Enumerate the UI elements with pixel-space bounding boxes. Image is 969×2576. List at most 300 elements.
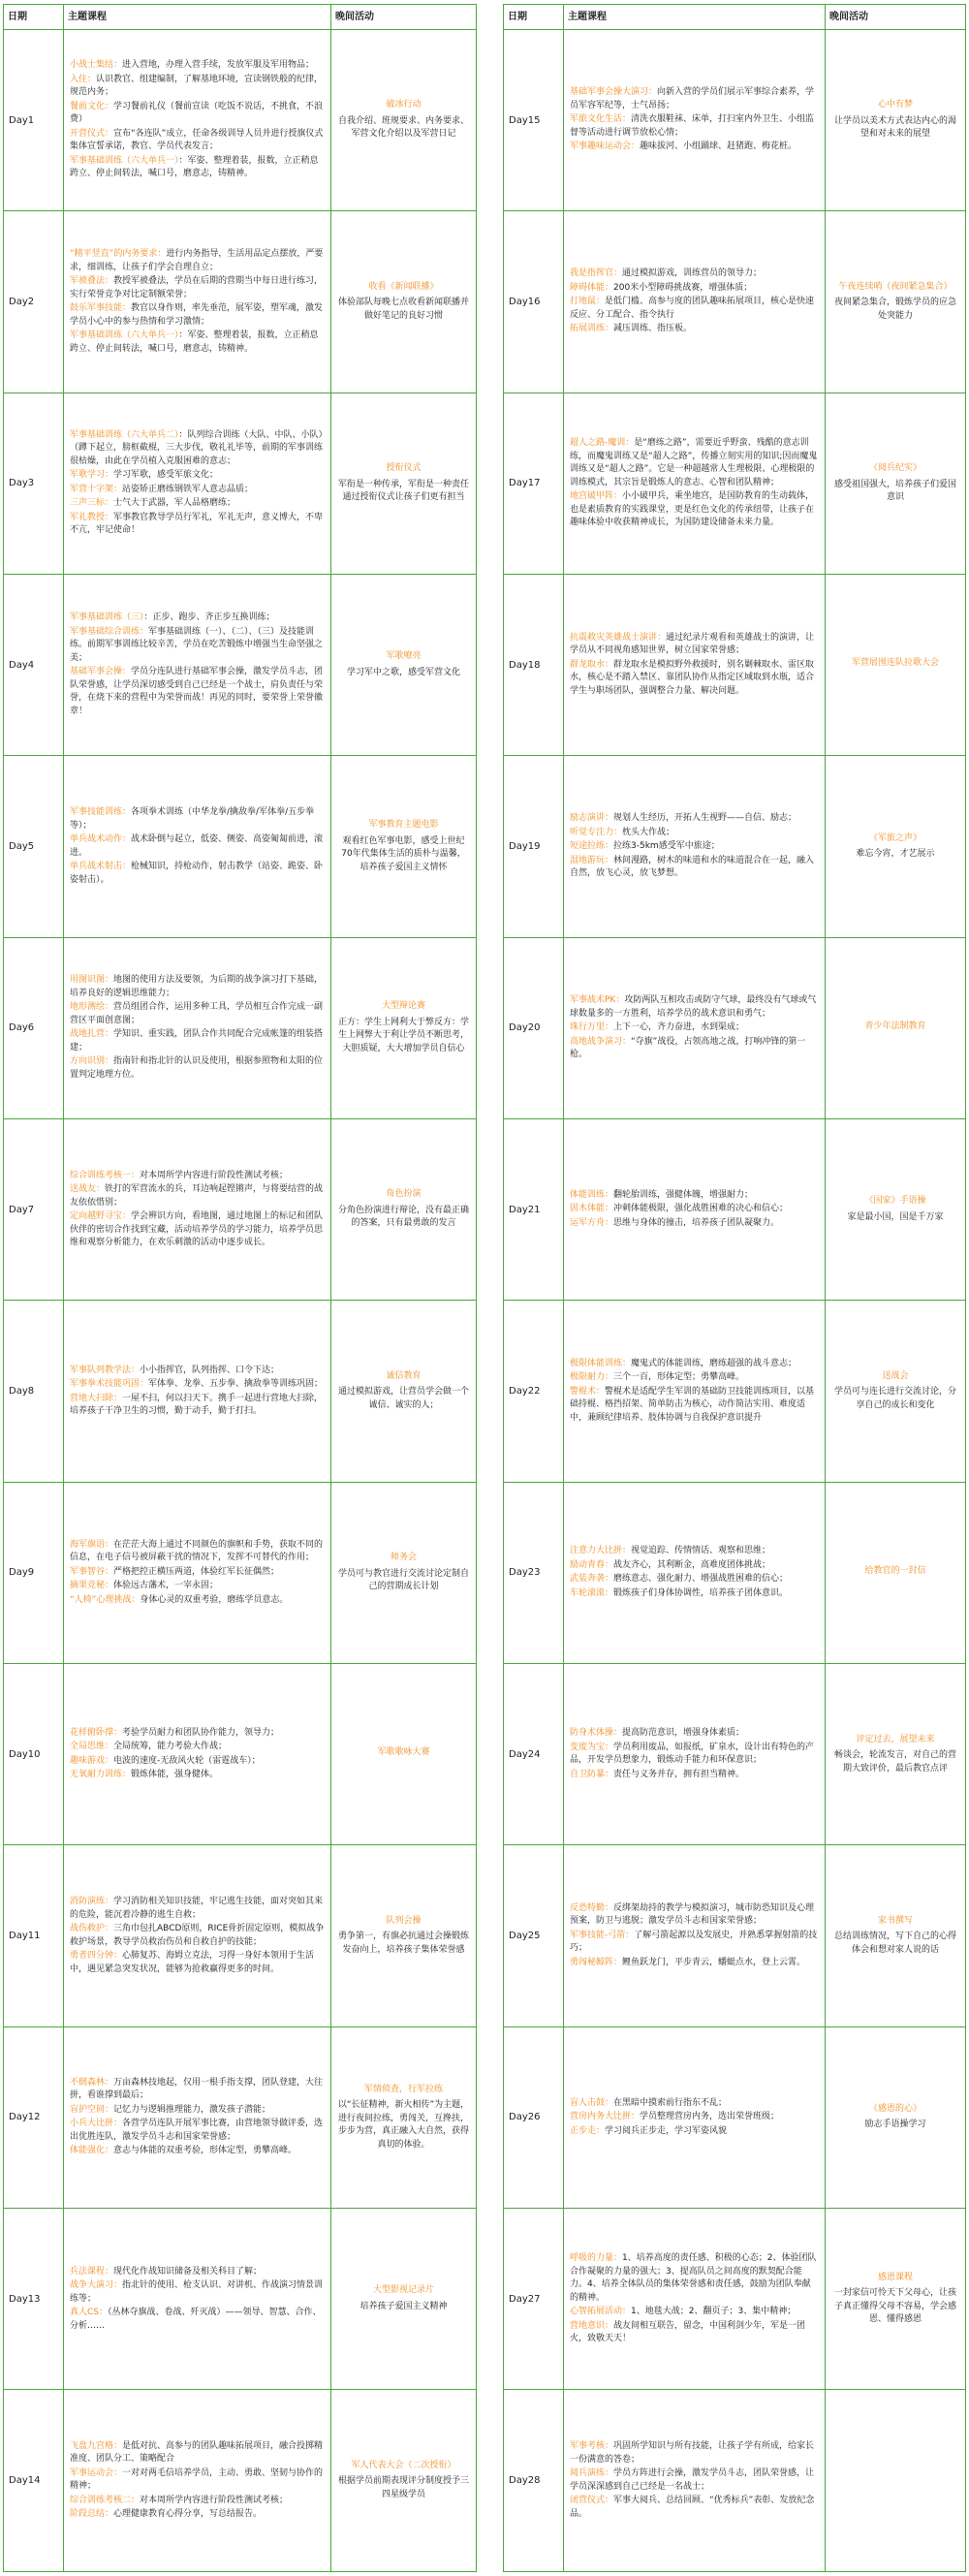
topic-item-label: 军事趣味运动会： [570, 141, 641, 152]
activity-cell [331, 575, 477, 756]
topic-item-label: 正步走： [570, 2125, 606, 2136]
topic-item-text: 小小破甲兵，乘坐地宫，是国防教育的生动载体，也是素质教育的实践课堂，更是红色文化的传承纽带，让孩子在趣味体验中收获精神成长，为国防建设储备未来力量。 [570, 491, 815, 528]
day-label: Day7 [4, 1119, 64, 1301]
topic-item-label: 开营仪式： [70, 128, 114, 139]
topic-item-text: 战友间相互联告，留念，中国利剑少年，军是一团火，致敬天天！ [570, 2320, 806, 2344]
day-label: Day6 [4, 937, 64, 1118]
topic-item [70, 469, 325, 483]
activity-desc: 观看红色军事电影，感受上世纪70年代集体生活的质朴与温馨，培养孩子爱国主义情怀 [341, 835, 466, 872]
topic-item-label: 闭营仪式： [570, 2496, 614, 2506]
topic-item-label: 军歌学习： [70, 470, 114, 481]
topic-item [570, 267, 819, 281]
activity-cell [331, 756, 477, 937]
topic-cell [64, 30, 331, 211]
topic-item [70, 1896, 325, 1922]
topic-item-text: 心理健康教育心得分享，写总结报告。 [113, 2509, 263, 2520]
activity-title: 师务会 [390, 1553, 417, 1563]
topic-item-text: 军事教官教导学员行军礼，军礼无声，意义博大，不卑不亢，牢记使命！ [70, 512, 324, 536]
topic-item [70, 2467, 325, 2494]
topic-item-text: 一对对两毛信培养学员，主动、勇敢、坚韧与协作的精神； [70, 2467, 324, 2492]
day-label: Day24 [504, 1664, 564, 1845]
activity-title: 感恩课程 [877, 2272, 913, 2282]
topic-item [570, 1189, 819, 1203]
topic-item-text: 1、培养高度的责任感、积极的心态；2、体验团队合作凝聚的力量的强大；3、提高队员之间高度的默契配合能力。4、培养全体队员的集体荣誉感和责任感，鼓励为团队奉献的精神。 [570, 2253, 817, 2303]
activity-desc: 感受祖国强大，培养孩子们爱国意识 [833, 479, 956, 503]
topic-item [70, 2118, 325, 2144]
table-row [504, 393, 966, 574]
activity-cell [331, 2390, 477, 2572]
activity-cell [826, 2026, 966, 2208]
topic-item-text: 各项拳术训练（中华龙拳/擒敌拳/军体拳/五步拳等）； [70, 807, 315, 831]
topic-item-text: 意志与体能的双重考验，形体定型，勇攀高峰。 [113, 2146, 297, 2156]
topic-item-text: 学员方阵进行会操，激发学员斗志，团队荣誉感，让学员深深感到自己已经是一名战士； [570, 2468, 815, 2492]
topic-item [570, 994, 819, 1021]
table-row [504, 1664, 966, 1845]
topic-item-label: 小兵大比拼： [70, 2119, 123, 2129]
day-label: Day17 [504, 393, 564, 574]
table-row [4, 1482, 477, 1663]
topic-item [570, 1021, 819, 1035]
topic-item-label: 飞盘九宫格： [70, 2440, 123, 2451]
activity-title: 《阅兵纪实》 [868, 463, 922, 474]
topic-item-label: 基础军事会操大演习： [570, 87, 658, 98]
topic-item-label: 全局思维： [70, 1742, 114, 1752]
topic-item [70, 330, 325, 356]
topic-item [70, 1727, 325, 1741]
topic-item-label: 入住： [70, 74, 97, 84]
topic-item-label: 抗震救灾英雄战士演讲： [570, 632, 667, 643]
activity-desc: 一封家信可怜天下父母心，让孩子真正懂得父母不容易，学会感恩、懂得感恩 [833, 2288, 956, 2325]
topic-item [570, 296, 819, 322]
topic-item-text: 军事大阅兵、总结回顾、“优秀标兵”表彰、发放纪念品。 [570, 2496, 815, 2519]
topic-item-text: 认识教官、组建编制，了解基地环境，宣读钢铁般的纪律，规范内务； [70, 74, 324, 98]
topic-item [70, 612, 325, 625]
topic-cell [564, 30, 826, 211]
topic-item-label: 摘果竞秘： [70, 1581, 114, 1591]
topic-item [70, 1594, 325, 1608]
activity-desc: 夜间紧急集合，锻炼学员的应急处突能力 [833, 298, 956, 321]
topic-item-label: 军事智谷： [70, 1566, 114, 1577]
activity-desc: 根据学员前期表现评分制度授予三四星级学员 [337, 2476, 469, 2499]
topic-item [70, 2440, 325, 2466]
topic-cell [564, 393, 826, 574]
activity-cell [826, 2209, 966, 2390]
topic-item [70, 1001, 325, 1027]
topic-cell [64, 575, 331, 756]
topic-cell [564, 1664, 826, 1845]
day-label: Day23 [504, 1482, 564, 1663]
activity-title: 军事教育主题电影 [368, 820, 439, 831]
topic-item-label: 军事考核： [570, 2441, 614, 2452]
topic-item-text: 责任与义务并存，拥有担当精神。 [613, 1769, 745, 1779]
table-row [4, 1301, 477, 1482]
activity-title: 队列会操 [386, 1915, 422, 1926]
topic-item [70, 2508, 325, 2522]
topic-item-text: ：军姿、整理着装，报数，立正稍息跨立、停止间转法，喊口号，磨意志，铸精神。 [70, 155, 319, 179]
topic-item [70, 666, 325, 718]
topic-item-label: 我是指挥官： [570, 268, 623, 279]
topic-item-label: 军事基础训练（六大单兵一） [70, 330, 179, 341]
topic-item [70, 1378, 325, 1392]
topic-item-text: 考验学员耐力和团队协作能力，领导力； [122, 1727, 280, 1738]
topic-item-label: 极限体能训练： [570, 1358, 632, 1368]
day-label: Day12 [4, 2026, 64, 2208]
topic-item-label: 警棍术： [570, 1386, 606, 1397]
topic-item-text: 枕头大作战； [622, 827, 675, 837]
topic-item-text: 学习消防相关知识技能，牢记逃生技能，面对突如其来的危险，能沉着冷静的逃生自救； [70, 1897, 324, 1920]
topic-item-text: 学员分连队进行基础军事会操，激发学员斗志，团队荣誉感，让学员深切感受到自己已经是一个战士，肩负责任与荣誉，在烧下来的营程中为荣誉而战！再见的同时，要荣誉上荣誉徽章！ [70, 667, 324, 716]
topic-item-text: 锻炼体能，强身健体。 [131, 1770, 219, 1780]
topic-item [70, 2279, 325, 2306]
topic-item-label: 军事队列教学法： [70, 1365, 141, 1375]
topic-item-label: 固木体能： [570, 1204, 614, 1214]
topic-item-text: 清洗衣服鞋袜、床单，打扫室内外卫生、小组监督等活动进行调节放松心情； [570, 114, 815, 138]
topic-item [70, 861, 325, 887]
table-row [504, 2390, 966, 2572]
topic-item [70, 1365, 325, 1378]
topic-item-text: 通过纪录片观看和英雄战士的演讲，让学员从不同视角感知世界，树立国家荣誉感； [570, 632, 815, 656]
topic-item [570, 1769, 819, 1782]
day-label: Day5 [4, 756, 64, 937]
topic-item-text: 学习军歌，感受军旅文化； [113, 470, 219, 481]
topic-item-label: 鼓乐军事技能： [70, 303, 132, 314]
topic-item [70, 1580, 325, 1593]
table-row [504, 2026, 966, 2208]
topic-item-text: 是低对抗、高参与的团队趣味拓展项目，融合投掷精准度、团队分工、策略配合 [70, 2440, 324, 2465]
topic-item-text: 警棍术是适配学生军训的基础防卫技能训练项目，以基础持棍、格挡招架、简单防击为核心，动作简洁实用、难度适中，兼顾纪律培养、肢体协调与自我保护意识提升 [570, 1386, 815, 1423]
activity-title: 军歌嘹亮 [386, 651, 422, 662]
topic-item [70, 1055, 325, 1082]
topic-item-label: 群龙取水： [570, 659, 614, 670]
topic-item-text: 反绑架劫持的教学与模拟演习，城市防恐知识及心理预案，防卫与逃脱；激发学员斗志和国家荣誉感； [570, 1902, 815, 1927]
day-label: Day15 [504, 30, 564, 211]
topic-item-label: 阅兵演练： [570, 2468, 614, 2479]
topic-item-label: 花样俯卧撑： [70, 1727, 123, 1738]
topic-item-text: 身体心灵的双重考验，磨练学员意志。 [140, 1594, 289, 1605]
schedule-table-left [3, 4, 477, 2572]
topic-item-label: 军礼教授： [70, 512, 114, 522]
topic-item [570, 2111, 819, 2124]
topic-item-label: 呼吸的力量： [570, 2253, 623, 2264]
activity-title: 《感恩的心》 [868, 2103, 922, 2114]
topic-item-text: 宣布“各连队”成立，任命各级训导人员并进行授旗仪式集体宣誓承诺，教官、学员代表发言； [70, 128, 324, 152]
topic-item-text: 翻轮胎训练，强健体魄，增强耐力； [613, 1189, 754, 1200]
topic-item-text: 站姿矫正磨练钢铁军人意志品质； [122, 484, 254, 494]
table-row [504, 30, 966, 211]
topic-item-label: 餐前文化： [70, 101, 114, 111]
topic-item [570, 840, 819, 854]
topic-item [70, 1393, 325, 1419]
activity-title: 大型辩论赛 [381, 1001, 425, 1012]
topic-item [570, 1203, 819, 1216]
table-row [4, 1845, 477, 2026]
topic-item-text: “夺旗”战役，占领高地之战，打响冲锋的第一枪。 [570, 1036, 806, 1060]
activity-title: 军营展围连队拉歌大会 [851, 657, 939, 668]
table-row [4, 937, 477, 1118]
topic-item-text: 进入营地，办理入营手续，发放军服及军用物品； [122, 60, 315, 71]
table-row [4, 2026, 477, 2208]
topic-cell [64, 937, 331, 1118]
activity-desc: 军衔是一种传承，军衔是一种责任通过授衔仪式让孩子们更有担当 [337, 479, 469, 503]
topic-cell [564, 756, 826, 937]
activity-cell [826, 1301, 966, 1482]
activity-title: 军歌歌咏大赛 [377, 1747, 430, 1758]
activity-cell [331, 1119, 477, 1301]
table-row [4, 211, 477, 393]
topic-item-text: 提高防范意识，增强身体素质； [622, 1728, 745, 1739]
topic-item-label: “精平竖直”的内务要求： [70, 249, 167, 260]
topic-item-label: 极限耐力： [570, 1372, 614, 1383]
topic-item-text: （丛林夺旗战、卷战、歼灭战）——领导、智慧、合作、分析…… [70, 2308, 322, 2331]
topic-item [570, 1358, 819, 1371]
topic-item [570, 2467, 819, 2494]
day-label: Day8 [4, 1301, 64, 1482]
topic-item [70, 484, 325, 497]
header-day: 日期 [504, 5, 564, 30]
topic-item [570, 1902, 819, 1929]
topic-cell [64, 2209, 331, 2390]
topic-item [570, 282, 819, 296]
topic-item-label: 定向越野寻宝： [70, 1211, 132, 1222]
topic-item [570, 323, 819, 336]
topic-item-text: 全局统筹，能力考验大作战； [113, 1742, 228, 1752]
topic-item-label: 战争大演习： [70, 2280, 123, 2291]
activity-cell [826, 211, 966, 393]
day-label: Day10 [4, 1664, 64, 1845]
topic-item [70, 128, 325, 154]
topic-item-text: ：队列综合训练（大队、中队、小队）（蹲下起立，膀框截棍，三大步伐，敬礼礼毕等，前期的军事训练很枯燥，由此在学员植入克服困难的意志； [70, 429, 324, 466]
topic-item-text: 战术卧倒与起立，低姿、侧姿、高姿匍匐前进，滚进。 [70, 834, 324, 858]
topic-item-label: 战伤救护： [70, 1924, 114, 1934]
activity-desc: 分角色扮演进行辩论，没有最正确的答案，只有最勇敢的发言 [337, 1205, 469, 1229]
topic-item-text: 规划人生经历，开拓人生视野——自信、励志； [613, 813, 797, 824]
activity-cell [826, 1845, 966, 2026]
topic-item-text: 拉练3-5km感受军中旅途； [613, 841, 720, 852]
activity-title: 军情侦查，行军拉练 [363, 2084, 443, 2094]
table-row [504, 1301, 966, 1482]
activity-cell [826, 756, 966, 937]
topic-cell [564, 2026, 826, 2208]
day-label: Day2 [4, 211, 64, 393]
topic-item [570, 812, 819, 826]
day-label: Day26 [504, 2026, 564, 2208]
topic-item [70, 497, 325, 511]
topic-item [70, 74, 325, 100]
topic-item-label: 趣味游戏： [70, 1755, 114, 1766]
topic-item-text: 三角巾包扎ABCD原则，RICE骨折固定原则，模拟战争救护场景，教导学员救治伤员和自救自护的技能； [70, 1924, 325, 1947]
topic-item-text: 通过模拟游戏，训练营员的领导力； [622, 268, 763, 279]
activity-desc: 通过模拟游戏，让营员学会做一个诚信、诚实的人； [337, 1387, 469, 1410]
topic-item-label: 不倒森林： [70, 2077, 114, 2088]
topic-item [570, 1559, 819, 1573]
topic-item-text: 战友齐心，其利断金，高难度团体挑战； [613, 1559, 771, 1570]
topic-item-text: 趣味拔河、小组踊球、赶猪跑、梅花桩。 [640, 141, 797, 152]
topic-item-text: 冲刺体能极限，强化战胜困难的决心和信心； [613, 1204, 789, 1214]
topic-item [70, 1183, 325, 1209]
topic-item-label: 注意力大比拼： [570, 1546, 632, 1556]
topic-item-text: 心肺复苏、海姆立克法，习得一身好本领用于生活中，遇见紧急突发状况，能够为抢救赢得更多的时间。 [70, 1951, 315, 1974]
topic-item [70, 429, 325, 469]
activity-cell [331, 1482, 477, 1663]
topic-item-text: 对本周所学内容进行阶段性测试考核； [140, 2495, 289, 2505]
activity-title: 午夜连续哨（夜间紧急集合） [838, 281, 953, 292]
topic-item-text: ：军姿、整理着装，报数，立正稍息跨立、停止间转法，喊口号，磨意志，铸精神。 [70, 330, 319, 354]
topic-item [570, 2097, 819, 2111]
day-label: Day18 [504, 575, 564, 756]
table-row [4, 30, 477, 211]
table-row [504, 937, 966, 1118]
table-row [504, 575, 966, 756]
day-label: Day13 [4, 2209, 64, 2390]
activity-cell [826, 1482, 966, 1663]
topic-item-text: 教授军被叠法，学员在后期的营期当中每日进行练习，实行荣誉竞争对比定制额荣誉； [70, 276, 324, 299]
activity-cell [331, 393, 477, 574]
topic-item-text: 攻防两队互相攻击或防守气球，最终没有气球或气球数量多的一方胜利，培养学员的战术意识和勇气； [570, 995, 817, 1019]
day-label: Day28 [504, 2390, 564, 2572]
topic-item-label: 变废为宝： [570, 1742, 614, 1752]
topic-item-label: 综合训练考核二： [70, 2495, 141, 2505]
table-row [504, 211, 966, 393]
header-activity: 晚间活动 [331, 5, 477, 30]
topic-item [570, 1742, 819, 1768]
topic-item [70, 155, 325, 181]
topic-item [570, 2320, 819, 2346]
topic-item [70, 275, 325, 301]
topic-item-label: 地形测绘： [70, 1002, 114, 1013]
topic-item-text: 指北针的使用、枪支认识、对讲机、作战演习情景训练等； [70, 2280, 324, 2304]
activity-title: 授衔仪式 [386, 463, 422, 474]
topic-item [70, 974, 325, 1000]
topic-item-text: 三个一百，形体定型；勇攀高峰。 [613, 1372, 745, 1383]
topic-cell [564, 1119, 826, 1301]
topic-item [70, 1028, 325, 1054]
activity-title: 评定过去，展望未来 [856, 1734, 935, 1744]
activity-cell [331, 30, 477, 211]
topic-item [70, 1170, 325, 1183]
topic-item-label: 兵法课程： [70, 2266, 114, 2277]
topic-item-text: 鲤鱼跃龙门，平步青云，蟠蜓点水，登上云霄。 [622, 1957, 806, 1967]
topic-item-text: 各营学员连队开展军事比赛，由营地领导做评委，选出优胜连队，激发学员斗志和国家荣誉感； [70, 2119, 324, 2142]
topic-item [70, 1210, 325, 1250]
topic-item-text: 指南针和指北针的认识及使用，根据参照物和太阳的位置判定地理方位。 [70, 1056, 324, 1080]
topic-item-label: 战地扎营： [70, 1029, 114, 1040]
topic-item-label: 海军旗语： [70, 1539, 114, 1550]
day-label: Day4 [4, 575, 64, 756]
topic-item [70, 1539, 325, 1565]
header-topic: 主题课程 [564, 5, 826, 30]
topic-item-label: 无氧耐力训练： [70, 1770, 132, 1780]
topic-cell [64, 1845, 331, 2026]
topic-item-label: “人椅”心理挑战： [70, 1594, 141, 1605]
activity-cell [331, 1845, 477, 2026]
activity-cell [826, 575, 966, 756]
activity-title: 诚信教育 [386, 1370, 422, 1381]
topic-item-text: 现代化作战知识储备及相关科目了解； [113, 2266, 263, 2277]
topic-item-label: 障碍体能： [570, 282, 614, 293]
topic-item-text: 学习阅兵正步走，学习军姿风貌 [605, 2125, 728, 2136]
topic-item-text: 减压训练、指压板。 [613, 324, 693, 334]
topic-cell [564, 1301, 826, 1482]
activity-title: 大型影视记录片 [372, 2285, 434, 2296]
day-label: Day9 [4, 1482, 64, 1663]
topic-item [570, 437, 819, 489]
table-row [4, 756, 477, 937]
topic-item-label: 军旅文化生活： [570, 114, 632, 125]
topic-item-text: 是低门槛、高参与度的团队趣味拓展项目，核心是快速反应、分工配合、指令执行 [570, 297, 815, 320]
topic-item-text: 1、地毯大战；2、翻页子；3、集中精神； [631, 2307, 797, 2317]
topic-cell [564, 2209, 826, 2390]
topic-item-text: 群龙取水是模拟野外救援时，别名剿棘取水、雷区取水，核心是不踏入禁区、靠团队协作从指定区域取到水瓶，适合学生与职场团队，强调整合力量、解决问题。 [570, 659, 815, 696]
topic-item-text: 铁打的军营流水的兵，耳边响起铿锵声，与将要结营的战友依依惜别； [70, 1184, 324, 1208]
topic-cell [64, 2026, 331, 2208]
topic-item-label: 军事运动会： [70, 2467, 123, 2478]
table-row [504, 1845, 966, 2026]
activity-cell [826, 30, 966, 211]
activity-cell [826, 1119, 966, 1301]
topic-item-text: 小小指挥官，队列指挥、口令下达； [140, 1365, 280, 1375]
topic-cell [64, 1482, 331, 1663]
activity-title: 家书撰写 [877, 1915, 913, 1926]
topic-item-label: 军事基础综合训练： [70, 626, 149, 637]
topic-item-label: 真人CS： [70, 2308, 108, 2318]
activity-desc: 励志手语操学习 [864, 2120, 926, 2130]
topic-item-label: 营房内务大比拼： [570, 2112, 641, 2122]
topic-item-text: 地图的使用方法及要领，为后期的战争演习打下基础，培养良好的逻辑思维能力； [70, 975, 324, 998]
topic-cell [64, 2390, 331, 2572]
header-day: 日期 [4, 5, 64, 30]
topic-item-label: 消防演练： [70, 1897, 114, 1907]
topic-item-text: 万亩森林技地起，仅用一根手指支撑，团队登建，大往拼，看谁撑到最后； [70, 2077, 324, 2101]
activity-title: 给教官的一封信 [864, 1565, 926, 1576]
topic-item [70, 512, 325, 538]
topic-item-label: 综合训练考核一： [70, 1170, 141, 1180]
topic-item [570, 1386, 819, 1426]
topic-item-text: 了解弓箭起源以及发展史，并熟悉掌握射箭的技巧； [570, 1930, 818, 1954]
topic-item [570, 1573, 819, 1586]
day-label: Day16 [504, 211, 564, 393]
table-row [4, 1664, 477, 1845]
topic-item [570, 1371, 819, 1385]
activity-cell [331, 211, 477, 393]
topic-item [70, 1769, 325, 1782]
table-row [504, 2209, 966, 2390]
topic-cell [564, 575, 826, 756]
activity-title: 破冰行动 [386, 100, 422, 110]
activity-title: 送战会 [882, 1370, 909, 1381]
topic-cell [564, 1845, 826, 2026]
activity-desc: 家是最小国，国是千万家 [847, 1211, 944, 1222]
topic-item-text: 学员利用废品，如报纸，矿泉水，设计出有特色的产品，开发学员想象力，锻炼动手能力和环保意识； [570, 1742, 815, 1766]
topic-item-text: 锻炼孩子们身体协调性，培养孩子团体意识。 [613, 1587, 789, 1598]
topic-item-text: 思维与身体的撞击，培养孩子团队凝聚力。 [613, 1217, 780, 1228]
activity-desc: 体验部队每晚七点收看新闻联播并做好笔记的良好习惯 [337, 298, 469, 321]
activity-title: 《军旅之声》 [868, 832, 922, 843]
topic-item [570, 827, 819, 840]
activity-desc: 让学员以美术方式表达内心的渴望和对未来的展望 [833, 115, 956, 140]
day-label: Day20 [504, 937, 564, 1118]
topic-item-text: 军事基础训练（一）、（二）、（三）及技能训练。前期军事训练比较辛苦，学员在吃苦锻炼中增强当生命坚强之美； [70, 626, 324, 663]
topic-item-label: 营地意识： [570, 2320, 614, 2331]
topic-item-label: 自卫防暴： [570, 1769, 614, 1779]
topic-item-text: 魔鬼式的体能训练，磨练超强的战斗意志； [631, 1358, 797, 1368]
activity-title: 角色扮演 [386, 1189, 422, 1200]
activity-title: 心中有梦 [877, 100, 913, 110]
topic-item [70, 248, 325, 274]
topic-item-label: 三声三标： [70, 498, 114, 509]
topic-item-label: 打地鼠： [570, 297, 606, 307]
day-label: Day27 [504, 2209, 564, 2390]
header-topic: 主题课程 [64, 5, 331, 30]
